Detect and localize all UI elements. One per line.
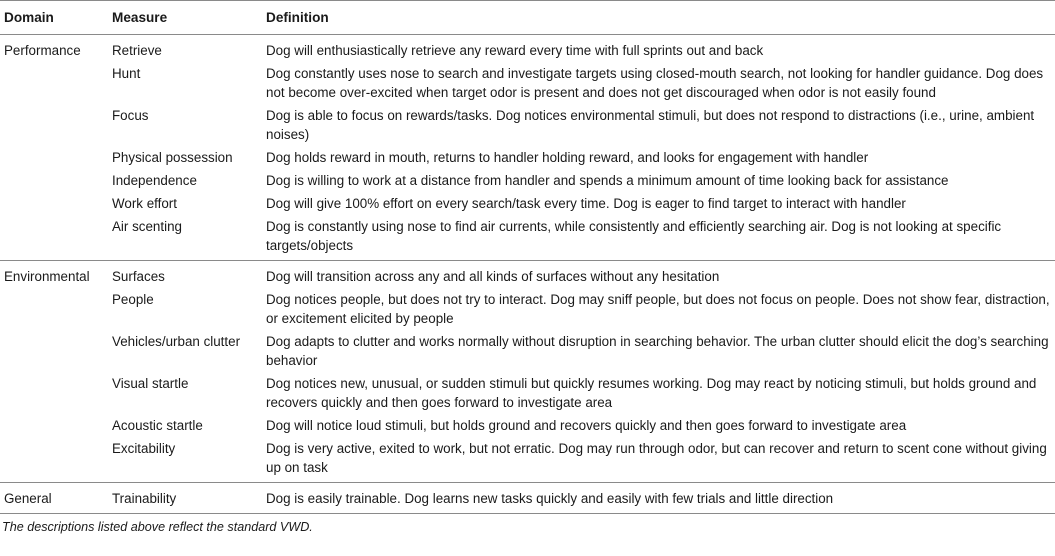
domain-cell: Environmental — [4, 269, 90, 284]
table-row — [0, 372, 1055, 414]
table-row — [0, 483, 1055, 514]
table-row — [0, 330, 1055, 372]
table-body — [0, 35, 1055, 514]
measure-cell: Acoustic startle — [112, 418, 203, 433]
definition-cell: Dog holds reward in mouth, returns to handler holding reward, and looks for engagement with handler — [266, 150, 869, 165]
definition-cell: Dog notices new, unusual, or sudden stimuli but quickly resumes working. Dog may react by noticing stimuli, but holds ground and recovers quickly and then goes forward to investigate area — [266, 376, 1037, 410]
domain-cell — [0, 104, 108, 146]
measure-cell: Work effort — [112, 196, 177, 211]
table-row — [0, 169, 1055, 192]
table-row — [0, 288, 1055, 330]
domain-cell — [0, 215, 108, 261]
definition-cell: Dog adapts to clutter and works normally without disruption in searching behavior. The urban clutter should elicit the dog’s searching behavior — [266, 334, 1049, 368]
header-domain: Domain — [0, 1, 108, 35]
table-row — [0, 146, 1055, 169]
domain-cell: Performance — [4, 43, 81, 58]
measure-cell: Independence — [112, 173, 197, 188]
measure-cell: Visual startle — [112, 376, 189, 391]
domain-cell — [0, 288, 108, 330]
definition-cell: Dog will notice loud stimuli, but holds ground and recovers quickly and then goes forward to investigate area — [266, 418, 907, 433]
measure-cell: Excitability — [108, 437, 262, 483]
table-row — [0, 215, 1055, 261]
measure-cell: Surfaces — [112, 269, 165, 284]
header-definition: Definition — [262, 1, 1055, 35]
domain-cell: General — [0, 483, 108, 514]
definition-cell: Dog is easily trainable. Dog learns new tasks quickly and easily with few trials and little direction — [262, 483, 1055, 514]
domain-cell — [0, 169, 108, 192]
measure-cell: Air scenting — [108, 215, 262, 261]
table-row — [0, 62, 1055, 104]
measure-cell: Focus — [112, 108, 149, 123]
measure-cell: Hunt — [112, 66, 141, 81]
measure-cell: Retrieve — [112, 43, 162, 58]
table-row — [0, 104, 1055, 146]
header-measure: Measure — [108, 1, 262, 35]
domain-cell — [0, 414, 108, 437]
definition-cell: Dog is very active, exited to work, but not erratic. Dog may run through odor, but can recover and return to scent cone without giving up on task — [262, 437, 1055, 483]
measure-cell: People — [112, 292, 154, 307]
domain-cell — [0, 372, 108, 414]
measure-cell: Vehicles/urban clutter — [112, 334, 241, 349]
table-row — [0, 437, 1055, 483]
domain-cell — [0, 62, 108, 104]
measure-cell: Physical possession — [112, 150, 233, 165]
header-row — [0, 1, 1055, 35]
domain-cell — [0, 192, 108, 215]
domain-cell — [0, 437, 108, 483]
definition-cell: Dog is able to focus on rewards/tasks. Dog notices environmental stimuli, but does not respond to distractions (i.e., urine, ambient noises) — [266, 108, 1035, 142]
definition-cell: Dog constantly uses nose to search and investigate targets using closed-mouth search, not looking for handler guidance. Dog does not become over-excited when target odor is present and does not get discouraged when odor is not easily found — [266, 66, 1044, 100]
table-row — [0, 35, 1055, 63]
table-row — [0, 192, 1055, 215]
table-row — [0, 414, 1055, 437]
definition-cell: Dog will enthusiastically retrieve any reward every time with full sprints out and back — [266, 43, 764, 58]
measure-cell: Trainability — [108, 483, 262, 514]
table-row — [0, 261, 1055, 289]
domain-cell — [0, 330, 108, 372]
definition-cell: Dog will give 100% effort on every search/task every time. Dog is eager to find target to interact with handler — [266, 196, 906, 211]
definition-cell: Dog notices people, but does not try to interact. Dog may sniff people, but does not focus on people. Does not show fear, distraction, or excitement elicited by people — [266, 292, 1050, 326]
definition-cell: Dog is constantly using nose to find air currents, while consistently and efficiently searching air. Dog is not looking at specific targets/objects — [262, 215, 1055, 261]
definition-cell: Dog is willing to work at a distance from handler and spends a minimum amount of time looking back for assistance — [266, 173, 949, 188]
domain-cell — [0, 146, 108, 169]
table-footnote: The descriptions listed above reflect the standard VWD. — [2, 520, 313, 534]
definition-cell: Dog will transition across any and all kinds of surfaces without any hesitation — [266, 269, 720, 284]
